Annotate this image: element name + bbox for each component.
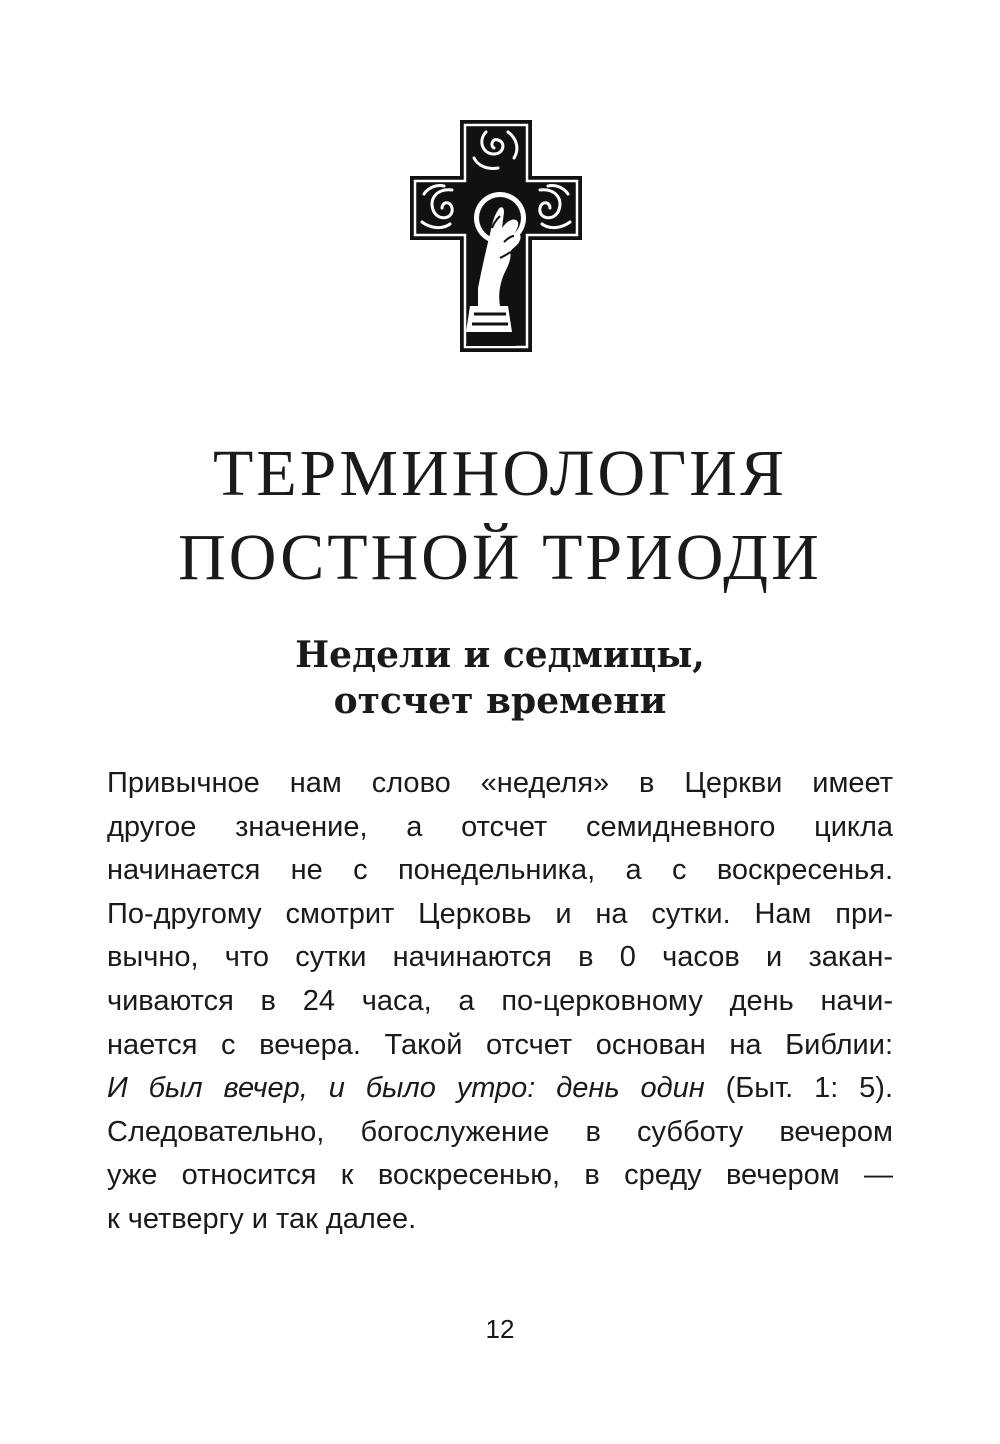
body-line: к четвергу и так далее. <box>107 1202 417 1235</box>
cross-ornament <box>408 118 584 354</box>
body-line-quote <box>107 1067 893 1111</box>
bible-reference: (Быт. 1: 5). <box>704 1072 894 1105</box>
body-line: Следовательно, богослужение в субботу вечером <box>107 1115 893 1148</box>
subtitle-line-1: Недели и седмицы, <box>295 634 705 676</box>
body-line: По-другому смотрит Церковь и на сутки. Нам при- <box>107 897 893 930</box>
body-line: вычно, что сутки начинаются в 0 часов и закан- <box>107 941 893 974</box>
body-line: чиваются в 24 часа, а по-церковному день начи- <box>107 984 893 1017</box>
body-line: уже относится к воскресенью, в среду вечером — <box>107 1159 893 1192</box>
page-title <box>0 432 1000 600</box>
body-paragraph <box>107 762 893 1242</box>
body-line: начинается не с понедельника, а с воскресенья. <box>107 854 893 887</box>
page-number: 12 <box>485 1314 515 1344</box>
body-line: Привычное нам слово «неделя» в Церкви имеет <box>107 767 893 799</box>
body-line: нается с вечера. Такой отсчет основан на Библии: <box>107 1028 893 1061</box>
section-heading <box>0 632 1000 724</box>
body-line: другое значение, а отсчет семидневного цикла <box>107 810 893 843</box>
bible-quote: И был вечер, и было утро: день один <box>107 1072 705 1105</box>
title-line-2: ПОСТНОЙ ТРИОДИ <box>178 521 822 594</box>
subtitle-line-2: отсчет времени <box>333 680 667 722</box>
title-line-1: ТЕРМИНОЛОГИЯ <box>213 437 787 510</box>
cross-with-blessing-hand-icon <box>408 118 584 354</box>
